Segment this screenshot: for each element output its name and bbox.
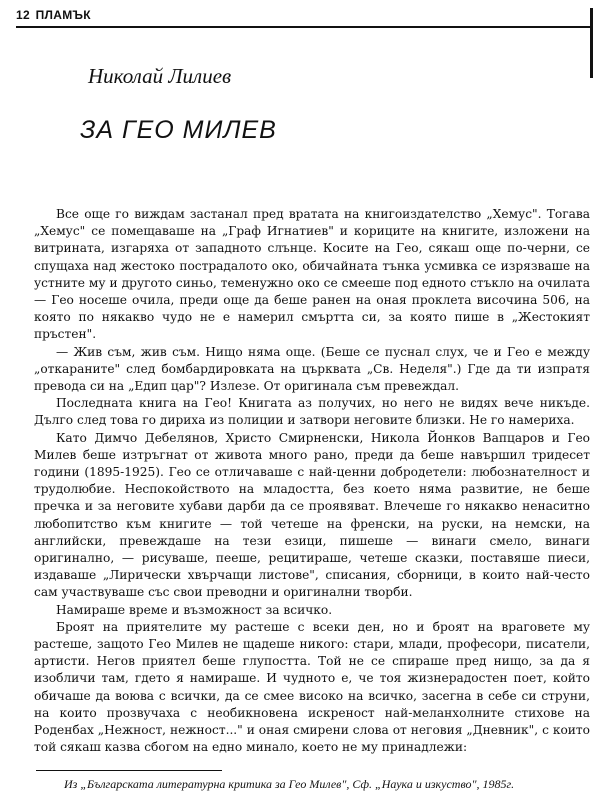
- paragraph: Броят на приятелите му растеше с всеки ден, но и броят на враговете му растеше, защото Гео Милев не щадеше никого: стари, млади, професори, писатели, артисти. Негов приятел беше глупостта. Той не се спираше пред нищо, за да я изобличи там, гдето я намираше. И чудното е, че тоя жизнерадостен поет, който обичаше да воюва с всички, да се смее високо на всичко, засегна в себе си струни, на които прозвучаха с необикновена искреност най-меланхолните стихове на Роденбах „Нежност, нежност..." и оная смирени слова от неговия „Дневник", с които той сякаш казва сбогом на едно минало, което не му принадлежи:: [34, 619, 590, 755]
- running-header: [16, 8, 591, 28]
- paragraph: Намираше време и възможност за всичко.: [56, 602, 333, 617]
- paragraph: Като Димчо Дебелянов, Христо Смирненски, Никола Йонков Вапцаров и Гео Милев беше изтръгнат от живота много рано, преди да беше навършил тридесет години (1895-1925). Гео се отличаваше с най-ценни добродетели: любознателност и трудолюбие. Неспокойството на младостта, без което няма развитие, не беше пречка и за неговите хубави дарби да се проявяват. Влечеше го някакво ненаситно любопитство към книгите — той четеше на френски, на руски, на немски, на английски, превеждаше на тези езици, пишеше — винаги смело, винаги оригинално, — рисуваше, пееше, рецитираше, четеше сказки, поставяше пиеси, издаваше „Лирически хвърчащи листове", списания, сборници, в които най-често сам участвуваше със свои преводни и оригинални творби.: [34, 430, 590, 600]
- article-body: [34, 206, 590, 757]
- article-title: ЗА ГЕО МИЛЕВ: [80, 116, 277, 144]
- publication-name: ПЛАМЪК: [35, 8, 91, 22]
- paragraph: — Жив съм, жив съм. Нищо няма още. (Беше се пуснал слух, че и Гео е между „откараните" след бомбардировката на църквата „Св. Неделя".) Где да ти изпратя превода си на „Едип цар"? Излезе. От оригинала съм превеждал.: [34, 344, 590, 394]
- footnote-divider: [36, 770, 222, 771]
- source-footnote: Из „Българската литературна критика за Гео Милев", Сф. „Наука и изкуство", 1985г.: [64, 777, 515, 791]
- article-author: Николай Лилиев: [88, 64, 232, 88]
- margin-rule: [590, 8, 593, 78]
- paragraph: Все още го виждам застанал пред вратата на книгоиздателство „Хемус". Тогава „Хемус" се помещаваше на „Граф Игнатиев" и кориците на книгите, изложени на витрината, изгаряха от западното слънце. Косите на Гео, сякаш още по-черни, се спущаха над жестоко пострадалото око, обичайната тънка усмивка се изрязваше на устните му и другото синьо, теменужно око се смееше под едното стъкло на очилата — Гео носеше очила, преди още да беше ранен на оная проклета височина 506, на която по някакво чудо не е намерил смъртта си, за която пише в „Жестокият пръстен".: [34, 207, 590, 342]
- paragraph: Последната книга на Гео! Книгата аз получих, но него не видях вече никъде. Дълго след това го дириха из полиции и затвори неговите близки. Не го намериха.: [34, 396, 590, 428]
- page-number: 12: [16, 8, 30, 22]
